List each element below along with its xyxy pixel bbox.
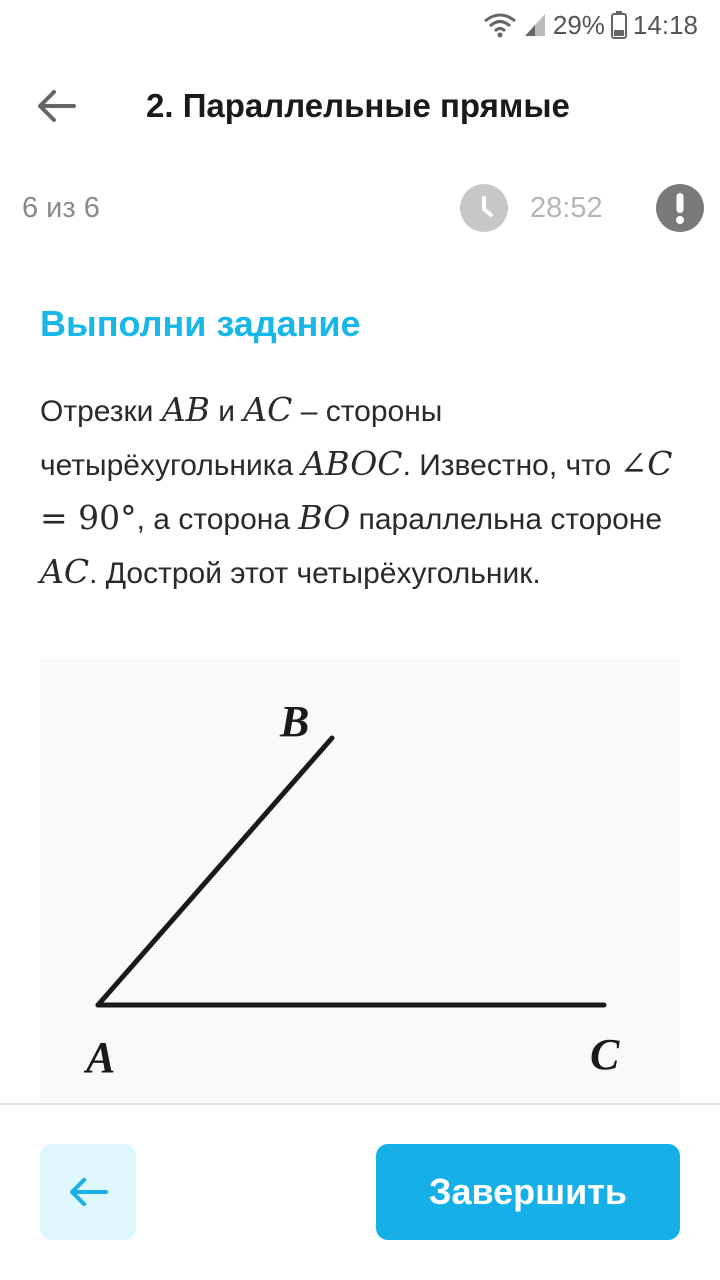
timer: 28:52 xyxy=(530,192,603,224)
wifi-icon xyxy=(483,12,517,38)
page-title: 2. Параллельные прямые xyxy=(146,87,570,124)
math-segment-bo: BO xyxy=(298,498,351,537)
exclamation-icon xyxy=(656,184,704,232)
math-angle-c: ∠C xyxy=(619,444,673,483)
task-text-part: . Известно, что xyxy=(402,449,620,482)
math-segment-ac: AC xyxy=(40,552,90,591)
task-text-part: . Дострой этот четырёхугольник. xyxy=(89,557,541,590)
task-text-part: и xyxy=(209,395,244,428)
status-indicators xyxy=(483,8,698,42)
task-text-part: параллельна стороне xyxy=(350,503,663,536)
task-progress: 6 из 6 xyxy=(22,192,100,224)
report-button[interactable] xyxy=(656,184,704,232)
clock-time: 14:18 xyxy=(632,9,698,40)
finish-button[interactable]: Завершить xyxy=(376,1144,680,1240)
previous-button[interactable] xyxy=(40,1144,136,1240)
math-segment-ab: AB xyxy=(161,390,210,429)
segment-ab xyxy=(98,738,332,1005)
arrow-left-icon xyxy=(64,1172,112,1212)
task-text-part: – стороны четырёхугольника xyxy=(40,395,443,482)
battery-icon xyxy=(611,11,627,39)
task-description xyxy=(40,384,690,600)
back-arrow-icon[interactable] xyxy=(30,82,82,130)
task-heading: Выполни задание xyxy=(40,303,361,344)
figure-drawing xyxy=(40,658,680,1103)
status-bar xyxy=(0,0,720,50)
point-label-c: C xyxy=(590,1030,620,1079)
task-text-part: , а сторона xyxy=(136,503,299,536)
math-quadrilateral-aboc: ABOC xyxy=(301,444,403,483)
task-info-row xyxy=(0,180,720,236)
divider xyxy=(0,1103,720,1105)
math-angle-value: = 90° xyxy=(40,498,137,537)
point-label-b: B xyxy=(280,697,310,746)
battery-percent: 29% xyxy=(552,9,605,40)
clock-icon xyxy=(460,184,508,232)
geometry-figure xyxy=(40,658,680,1103)
task-text-part: Отрезки xyxy=(40,395,162,428)
math-segment-ac: AC xyxy=(243,390,293,429)
signal-icon xyxy=(523,12,547,38)
point-label-a: A xyxy=(86,1033,116,1082)
header xyxy=(0,60,720,152)
